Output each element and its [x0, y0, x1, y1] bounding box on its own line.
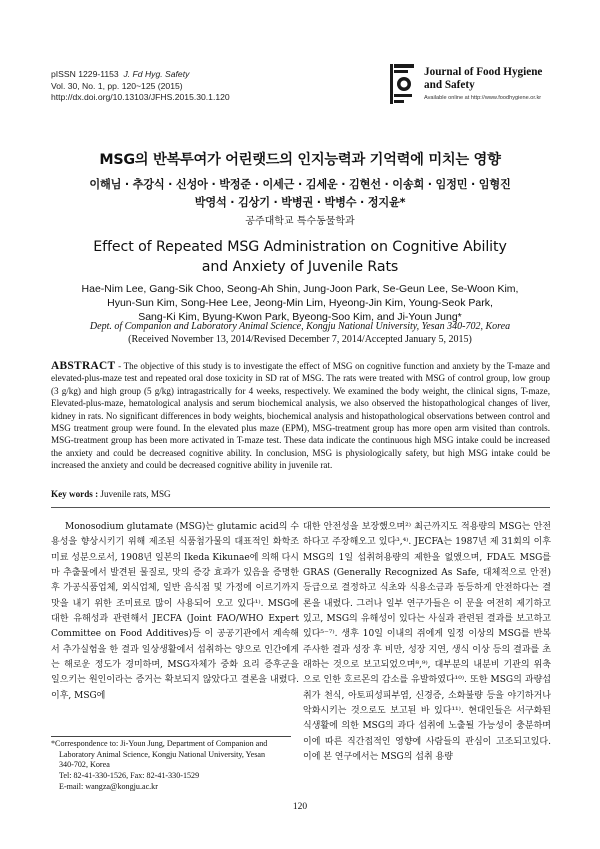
affiliation-korean: 공주대학교 특수동물학과: [245, 216, 355, 227]
article-title-english-line-2: and Anxiety of Juvenile Rats: [201, 259, 399, 275]
abstract: [51, 360, 550, 472]
abstract-label: ABSTRACT: [51, 360, 116, 372]
footnote-divider: [51, 736, 291, 737]
received-dates: (Received November 13, 2014/Revised December 7, 2014/Accepted January 5, 2015): [128, 334, 472, 345]
article-title-english: [40, 237, 560, 277]
authors-korean-line-1: 이해님 · 추강식 · 신성아 · 박정준 · 이세근 · 김세운 · 김현선 · 이송희 · 임정민 · 임형진: [89, 178, 511, 191]
affiliation-english: Dept. of Companion and Laboratory Animal Science, Kongju National University, Yesan 340-702, Korea: [89, 321, 511, 332]
journal-logo-mark-icon: [390, 62, 416, 106]
authors-korean: [40, 176, 560, 211]
authors-english-line-2: Hyun-Sun Kim, Song-Hee Lee, Jeong-Min Lim, Hyeong-Jin Kim, Young-Seok Park,: [107, 296, 493, 309]
article-title-korean: MSG의 반복투여가 어린랫드의 인지능력과 기억력에 미치는 영향: [99, 152, 501, 168]
journal-abbrev: J. Fd Hyg. Safety: [123, 69, 190, 79]
article-title-english-line-1: Effect of Repeated MSG Administration on Cognitive Ability: [93, 239, 507, 255]
issn-line: [51, 69, 230, 81]
authors-korean-line-2: 박영석 · 김상기 · 박병권 · 박병수 · 정지윤*: [194, 195, 406, 209]
correspondence-footnote: [51, 739, 299, 793]
footnote-line-2: Laboratory Animal Science, Kongju National University, Yesan: [59, 749, 266, 759]
page-number: 120: [292, 802, 308, 812]
abstract-divider: [51, 507, 550, 508]
journal-logo: [390, 62, 560, 108]
body-paragraph-right: 대한 안전성을 보장했으며²⁾ 최근까지도 적용량의 MSG는 안전하다고 주장해오고 있다³,⁴⁾. JECFA는 1987년 제 31회의 이후 MSG의 1일 섭취허용량의 제한을 없앴으며, FDA도 MSG를 GRAS (Generally Recognized As Safe, 대체적으로 안전) 등급으로 결정하고 식초와 식용소금과 동등하게 안전하다는 결론을 내렸다. 그러나 일부 연구가들은 이 문을 여전히 제기하고 있고, MSG의 유해성이 있다는 사실과 관련된 결과를 보고하고 있다⁵⁻⁷⁾. 생후 10일 이내의 쥐에게 일정 이상의 MSG를 반복 주사한 결과 성장 후 비만, 성장 지연, 생식 이상 등의 결과를 초래하는 것으로 보고되었으며⁸,⁹⁾, 대부분의 내분비 기관의 위축으로 인한 호르몬의 감소를 유발하였다¹⁰⁾. 또한 MSG의 과량섭취가 천식, 아토피성피부염, 신경증, 소화불량 등을 야기하거나 악화시키는 것으로도 보고된 바 있다¹¹⁾. 현대인들은 서구화된 식생활에 의한 MSG의 과다 섭취에 노출될 가능성이 충분하며 이에 따른 직간접적인 영향에 사람들의 관심이 고조되고있다. 이에 본 연구에서는 MSG의 섭취 용량: [303, 522, 551, 763]
doi-link[interactable]: http://dx.doi.org/10.13103/JFHS.2015.30.1.120: [51, 92, 230, 102]
keywords-text: Juvenile rats, MSG: [98, 489, 171, 499]
volume-line: Vol. 30, No. 1, pp. 120~125 (2015): [51, 80, 183, 91]
journal-url[interactable]: Available online at http://www.foodhygiene.or.kr: [424, 95, 542, 101]
keywords-label: Key words :: [51, 489, 99, 499]
body-column-left: [51, 520, 299, 704]
journal-header: [51, 69, 230, 104]
abstract-text: - The objective of this study is to investigate the effect of MSG on cognitive function and anxiety by the T-maze and elevated-plus-maze test and repeated oral dose toxicity in SD rat of MSG. The rats were treated with MSG of control group, low group (3 g/kg) and high group (5 g/kg) intragastrically for 4 weeks, respectively. We examined the body weight, the clinical signs, T-maze, Elevated-plus-maze, hematological analysis and serum biochemical analysis, we also observed the histopathological changes of liver, kidney in rats. No significant differences in body weights, biochemical analysis and histopathological observations between control and MSG treatment group were found. In the elevated plus maze (EPM), MSG-treatment group has more open arm visited than controls. MSG-treatment group has been more activated in T-maze test. These data indicate the continuous high MSG intake could be increased the anxiety and could be decreased cognitive ability. In conclusion, MSG is physiologically safety, but high MSG intake could be increased the anxiety and could be decreased cognitive ability in juvenile rat.: [51, 361, 550, 471]
footnote-line-3: 340-702, Korea: [59, 760, 110, 770]
authors-english-line-3: Sang-Ki Kim, Byung-Kwon Park, Byeong-Soo Kim, and Ji-Youn Jung*: [138, 310, 462, 323]
footnote-email[interactable]: E-mail: wangza@kongju.ac.kr: [59, 781, 158, 791]
issn: pISSN 1229-1153: [51, 69, 119, 79]
body-column-right: [303, 520, 551, 766]
journal-logo-title: Journal of Food Hygiene and Safety: [424, 66, 543, 91]
authors-english: [40, 283, 560, 324]
body-paragraph-left: Monosodium glutamate (MSG)는 glutamic acid의 수용성을 향상시키기 위해 제조된 식품첨가물의 대표적인 화학조미료 성분으로서, 1908년 일본의 Ikeda Kikunae에 의해 다시마 추출물에서 발견된 물질로, 맛의 증강 효과가 있음을 증명한 후 가공식품업체, 외식업체, 일반 음식점 및 가정에 이르기까지 맛을 내기 위한 조미료로 많이 사용되어 오고 있다¹⁾. MSG에 대한 유해성과 관련해서 JECFA (Joint FAO/WHO Expert Committee on Food Additives)등 이 공공기관에서 계속해서 추가실험을 한 결과 일상생활에서 섭취하는 양으로 인간에게는 해로운 정도가 경미하며, MSG자체가 중화 요리 증후군을 일으키는 원인이라는 증거는 확보되지 않았다고 결론을 내렸다. 이후, MSG에: [51, 522, 300, 701]
footnote-line-1: *Correspondence to: Ji-Youn Jung, Department of Companion and: [51, 739, 268, 748]
footnote-line-4: Tel: 82-41-330-1526, Fax: 82-41-330-1529: [59, 771, 200, 781]
authors-english-line-1: Hae-Nim Lee, Gang-Sik Choo, Seong-Ah Shin, Jung-Joon Park, Se-Geun Lee, Se-Woon Kim,: [81, 283, 519, 295]
keywords: [51, 489, 550, 499]
